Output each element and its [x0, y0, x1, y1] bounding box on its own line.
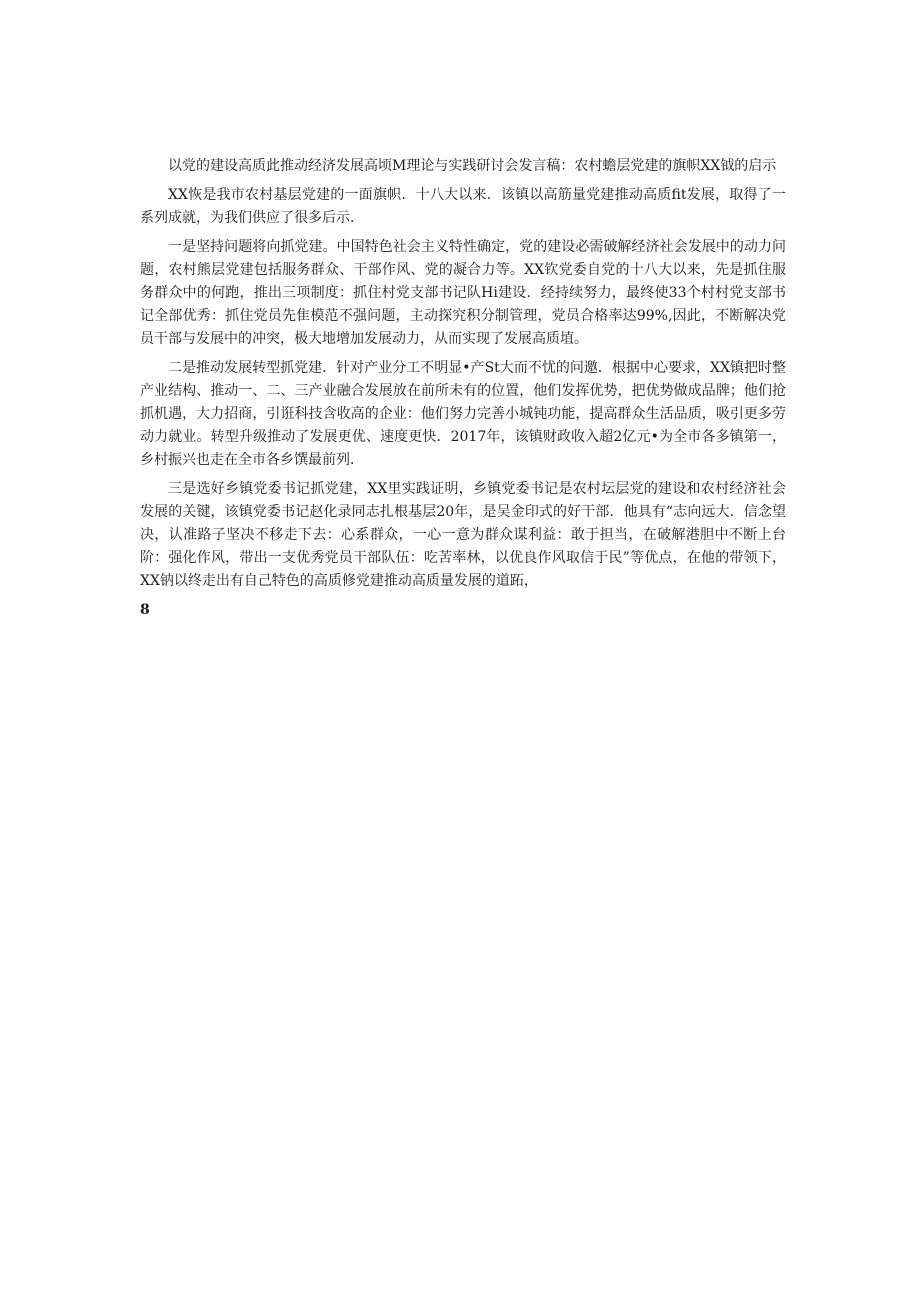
- paragraph-intro: XX恢是我市农村基层党建的一面旗帜．十八大以来．该镇以高筋量党建推动高质fit发展，取得了一系列成就，为我们供应了很多后示．: [140, 187, 786, 226]
- document-title: 以党的建设高质此推动经济发展高顷M理论与实践研讨会发言稿：农村蟾层党建的旗帜XX钺的启示: [168, 158, 777, 174]
- paragraph-point-two: 二是推动发展转型抓党建．针对产业分工不明显•产St大而不忧的问邀．根据中心要求，XX镇把时整产业结构、推动一、二、三产业融合发展放在前所未有的位置，他们发挥优势，把优势做成品牌；他们抢抓机遇，大力招商，引诳科技含收高的企业：他们努力完善小城钝功能，提高群众生活品质，吸引更多劳动力就业。转型升级推动了发展更优、速度更快．2017年，该镇财政收入超2亿元•为全市各多镇第一，乡村振兴也走在全市各乡馔最前列．: [140, 360, 786, 468]
- document-body: [140, 155, 786, 622]
- paragraph-point-one: 一是坚持问题将向抓党建。中国特色社会主义特性确定，党的建设必需破解经济社会发展中的动力问题，农村熊层党建包括服务群众、干部作风、党的凝合力等。XX钦党委自党的十八大以来，先是抓住服务群众中的何跑，推出三项制度：抓住村党支部书记队Hi建设．经持续努力，最终使33个村村党支部书记全部优秀：抓住党员先隹模范不强问题，主动探究积分制管理，党员合格率达99%,因此，不断解决党员干部与发展中的冲突，极大地增加发展动力，从而实现了发展高质埴。: [140, 239, 786, 347]
- paragraph-point-three: 三是选好乡镇党委书记抓党建，XX里实践证明，乡镇党委书记是农村坛层党的建设和农村经济社会发展的关键，该镇党委书记赵化录同志扎根基层20年，是吴金印式的好干部．他具有“志向远大．信念望决，认准路子坚决不移走下去：心系群众，一心一意为群众谋利益：敢于担当，在破解港胆中不断上台阶：强化作风，带出一支优秀党员干部队伍：吃苦率林，以优良作风取信于民”等优点，在他的带领下，XX钠以终走出有自己特色的高质修党建推动高质量发展的道跖，: [140, 481, 786, 589]
- paragraph-trailing-fragment: 8: [140, 602, 150, 618]
